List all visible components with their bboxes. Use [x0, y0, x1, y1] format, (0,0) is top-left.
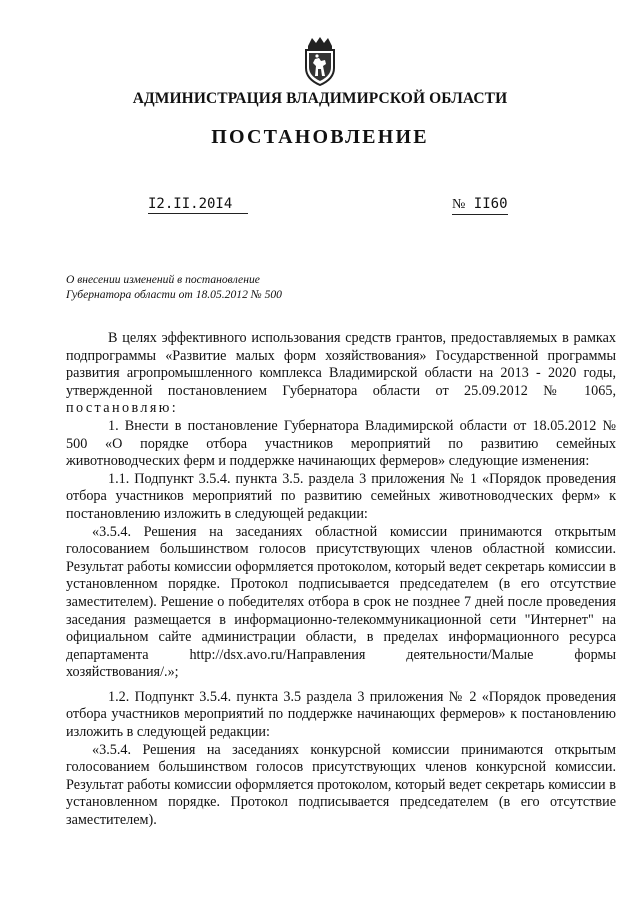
item-1-1-paragraph: 1.1. Подпункт 3.5.4. пункта 3.5. раздела 3 приложения № 1 «Порядок проведения отбора участников мероприятий по развитию семейных животноводческих ферм» к постановлению изложить в следующей редакции:: [66, 470, 616, 522]
subject-line-2: Губернатора области от 18.05.2012 № 500: [66, 288, 282, 301]
document-subject: [66, 272, 386, 302]
document-number: [452, 196, 508, 215]
organization-title: АДМИНИСТРАЦИЯ ВЛАДИМИРСКОЙ ОБЛАСТИ: [132, 90, 508, 107]
item-1-1-quoted-text: «3.5.4. Решения на заседаниях областной комиссии принимаются открытым голосованием большинством голосов присутствующих членов областной комиссии. Результат работы комиссии оформляется протоколом, который ведет секретарь комиссии в установленном порядке. Протокол подписывается председателем (в его отсутствие заместителем). Решение о победителях отбора в срок не позднее 7 дней после проведения заседания размещается в информационно-телекоммуникационной сети "Интернет" на официальном сайте администрации области, в пределах информационного ресурса департамента http://dsx.avo.ru/Направления деятельности/Малые формы хозяйствования/.»;: [66, 523, 616, 681]
item-1-paragraph: 1. Внести в постановление Губернатора Владимирской области от 18.05.2012 № 500 «О порядке отбора участников мероприятий по развитию семейных животноводческих ферм и поддержке начинающих фермеров» следующие изменения:: [66, 417, 616, 470]
document-date: I2.II.20I4: [148, 196, 248, 214]
decree-word: постановляю:: [66, 400, 179, 417]
document-type-title: ПОСТАНОВЛЕНИЕ: [211, 126, 429, 148]
number-value: II60: [473, 196, 508, 212]
item-1-2-quoted-text: «3.5.4. Решения на заседаниях конкурсной комиссии принимаются открытым голосованием большинством голосов присутствующих членов конкурсной комиссии. Результат работы комиссии оформляется протоколом, который ведет секретарь комиссии в установленном порядке. Протокол подписывается председателем (в его отсутствие заместителем).: [66, 741, 616, 829]
number-sign: №: [452, 197, 466, 212]
vladimir-oblast-coat-of-arms-icon: [298, 36, 342, 86]
preamble-text: В целях эффективного использования средств грантов, предоставляемых в рамках подпрограммы «Развитие малых форм хозяйствования» Государственной программы развития агропромышленного комплекса Владимирской области на 2013 - 2020 годы, утвержденной постановлением Губернатора области от 25.09.2012 № 1065,: [66, 330, 616, 399]
item-1-2-paragraph: 1.2. Подпункт 3.5.4. пункта 3.5 раздела 3 приложения № 2 «Порядок проведения отбора участников мероприятий по поддержке начинающих фермеров» к постановлению изложить в следующей редакции:: [66, 688, 616, 741]
subject-line-1: О внесении изменений в постановление: [66, 273, 260, 286]
document-body: [66, 330, 616, 830]
preamble-paragraph: [66, 330, 616, 418]
